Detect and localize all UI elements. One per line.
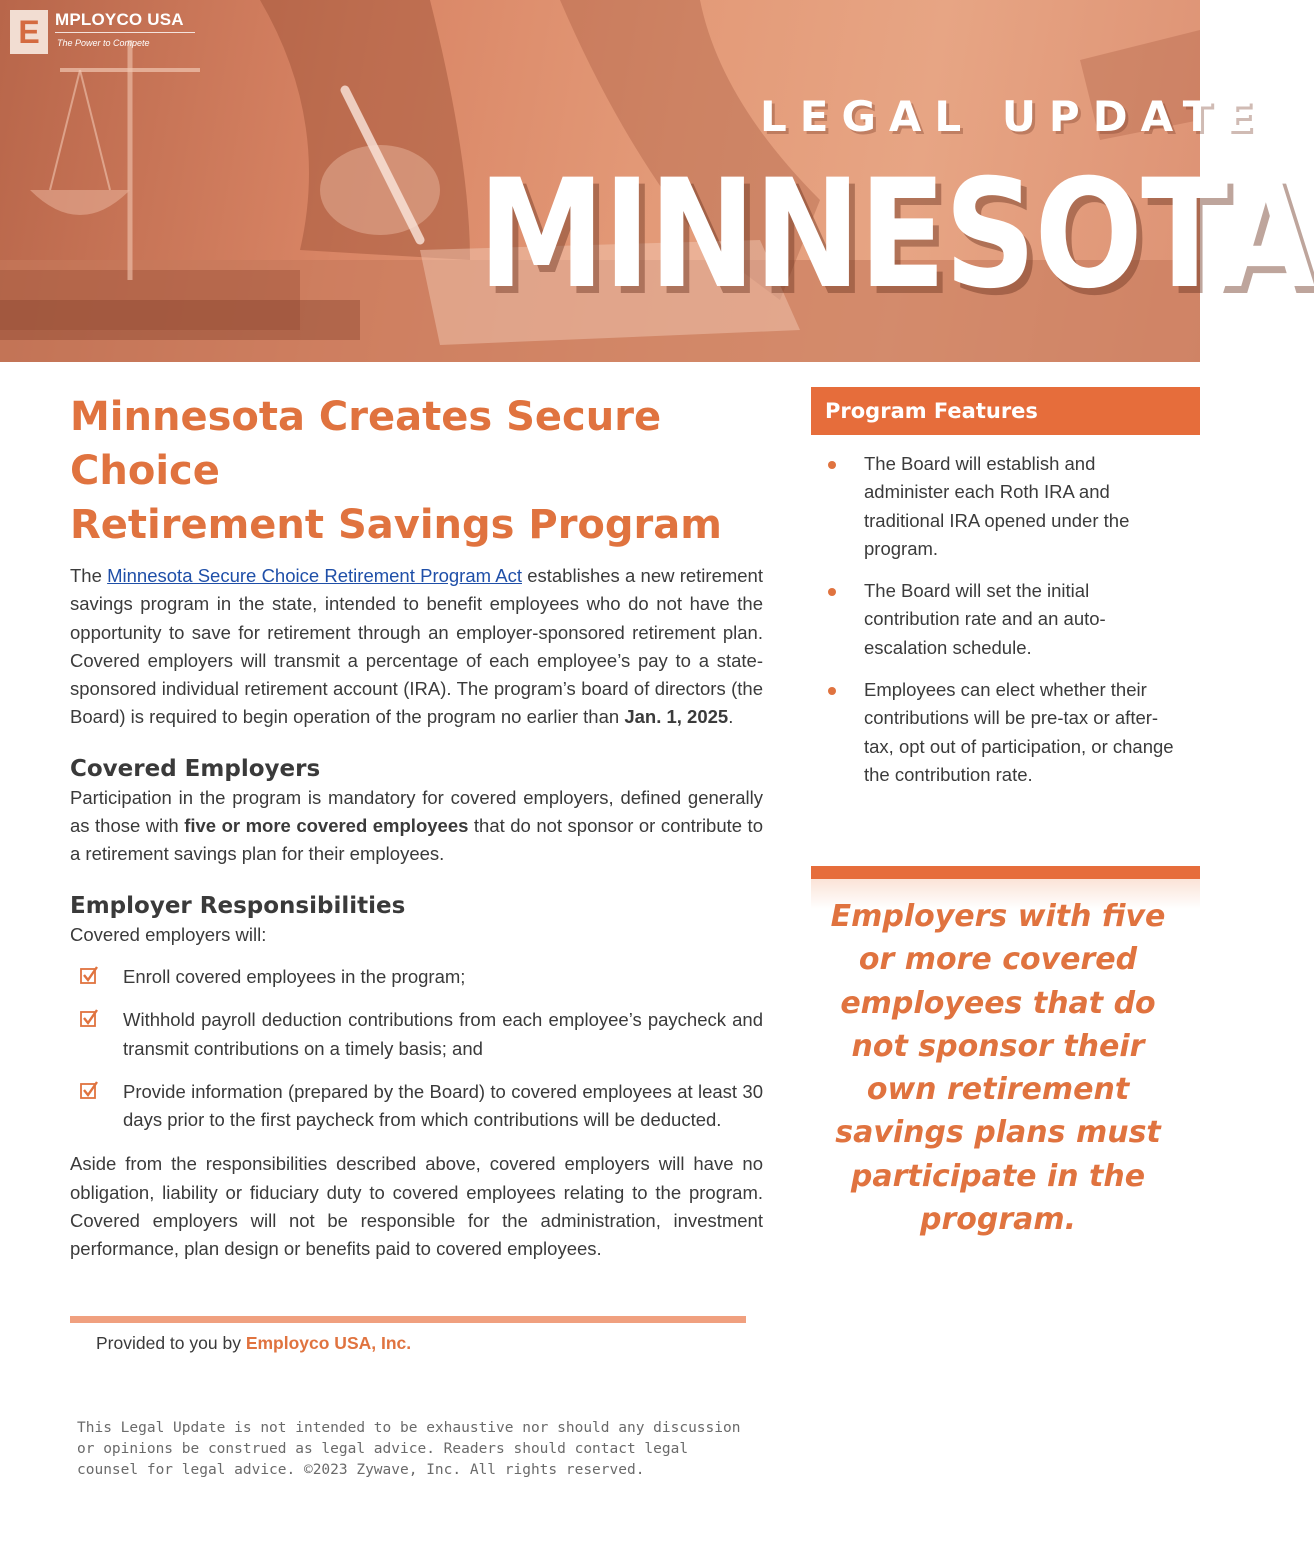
banner-state-title: MINNESOTA [478, 148, 1314, 322]
covered-pre: Participation in the program is mandatory for covered employers, defined generally as those with [70, 786, 763, 837]
checkbox-checked-icon [80, 966, 98, 984]
footer-divider [70, 1316, 746, 1323]
responsibilities-lead: Covered employers will: [70, 923, 267, 945]
closing-paragraph: Aside from the responsibilities described above, covered employers will have no obligation, liability or fiduciary duty to covered employees relating to the program. Covered employers will not be responsible for the administration, investment performance, plan design or benefits paid to covered employees. [70, 1153, 763, 1260]
list-item [822, 450, 1182, 563]
list-item [822, 577, 1182, 662]
bullet-icon [828, 588, 836, 596]
banner-kicker: LEGAL UPDATE [760, 92, 1267, 141]
article-title-line1: Minnesota Creates Secure Choice [70, 394, 662, 494]
pull-quote: Employers with five or more covered employees that do not sponsor their own retirement savings plans must participate in the program. [830, 899, 1166, 1238]
logo-mark: E [10, 10, 48, 54]
article-title [70, 390, 763, 552]
checkbox-checked-icon [80, 1081, 98, 1099]
act-link[interactable]: Minnesota Secure Choice Retirement Program Act [107, 565, 522, 586]
feature-text: The Board will establish and administer each Roth IRA and traditional IRA opened under the program. [864, 453, 1130, 559]
feature-text: The Board will set the initial contribution rate and an auto-escalation schedule. [864, 580, 1106, 658]
callout-bar [811, 866, 1200, 879]
covered-employers-heading: Covered Employers [70, 755, 321, 782]
start-date: Jan. 1, 2025 [624, 706, 729, 728]
intro-paragraph [70, 562, 763, 732]
list-item [70, 963, 763, 991]
list-item-text: Withhold payroll deduction contributions from each employee’s paycheck and transmit contributions on a timely basis; and [123, 1009, 763, 1059]
responsibilities-heading: Employer Responsibilities [70, 892, 406, 919]
disclaimer: This Legal Update is not intended to be exhaustive nor should any discussion or opinions be construed as legal advice. Readers should contact legal counsel for legal advice. ©2023 Zywave, Inc. All rights reserved. [77, 1420, 741, 1478]
covered-post: that do not sponsor or contribute to a retirement savings plan for their employees. [70, 815, 763, 865]
list-item [70, 1006, 763, 1063]
intro-pre: The [70, 565, 108, 586]
list-item-text: Enroll covered employees in the program; [123, 965, 466, 987]
responsibilities-list [70, 963, 763, 1134]
checkbox-checked-icon [80, 1009, 98, 1027]
provided-pre: Provided to you by [96, 1333, 246, 1353]
list-item-text: Provide information (prepared by the Board) to covered employees at least 30 days prior to the first paycheck from which contributions will be deducted. [123, 1080, 763, 1131]
article-title-line2: Retirement Savings Program [70, 502, 722, 548]
covered-employers-paragraph [70, 784, 763, 869]
feature-text: Employees can elect whether their contributions will be pre-tax or after-tax, opt out of participation, or change the contribution rate. [864, 679, 1174, 785]
logo-name: MPLOYCO USA [55, 10, 184, 29]
header-banner [0, 0, 1314, 362]
article-body [70, 390, 763, 1264]
list-item [822, 676, 1182, 789]
covered-bold: five or more covered employees [184, 815, 469, 837]
intro-mid: establishes a new retirement savings program in the state, intended to benefit employees who do not have the opportunity to save for retirement through an employer-sponsored retirement plan. Covered employers will transmit a percentage of each employee’s pay to a state-sponsored individual retirement account (IRA). The program’s board of directors (the Board) is required to begin operation of the program no earlier than [70, 565, 763, 728]
bullet-icon [828, 461, 836, 469]
provided-brand: Employco USA, Inc. [245, 1333, 412, 1353]
bullet-icon [828, 687, 836, 695]
program-features-header: Program Features [811, 387, 1200, 435]
list-item [70, 1078, 763, 1135]
intro-end: . [728, 706, 734, 728]
logo-divider [55, 32, 195, 33]
logo-tagline: The Power to Compete [57, 38, 150, 48]
provided-by [96, 1333, 411, 1354]
program-features-list [822, 450, 1182, 803]
